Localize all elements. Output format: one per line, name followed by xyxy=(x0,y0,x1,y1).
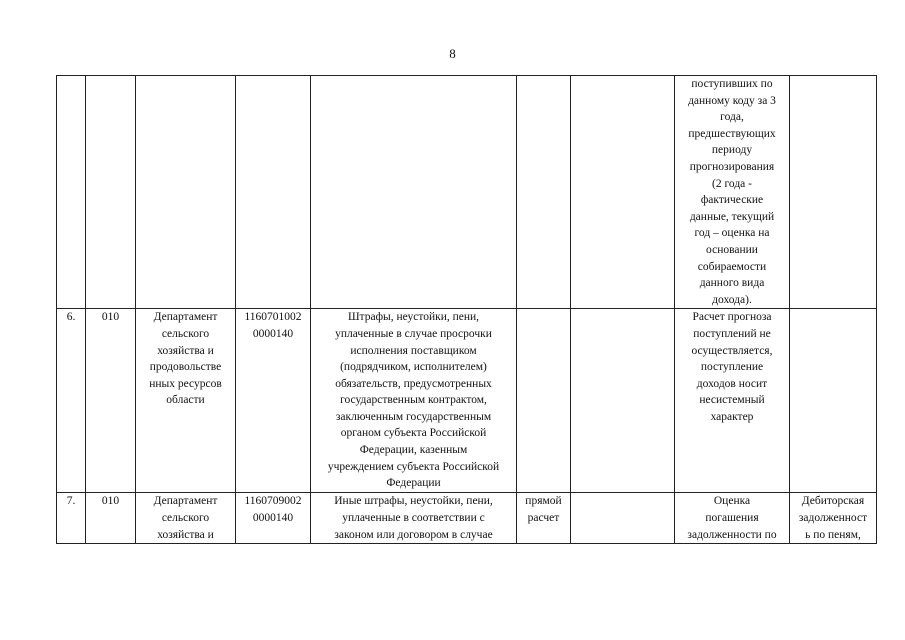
cell-kbk: 1160709002 0000140 xyxy=(236,493,311,544)
cell-code xyxy=(86,76,136,309)
cell-num xyxy=(57,76,86,309)
cell-note: Дебиторская задолженност ь по пеням, xyxy=(790,493,877,544)
cell-code: 010 xyxy=(86,493,136,544)
cell-algorithm: Расчет прогноза поступлений не осуществляется, поступление доходов носит несистемный характер xyxy=(675,309,790,493)
cell-num: 6. xyxy=(57,309,86,493)
cell-formula xyxy=(571,76,675,309)
cell-note xyxy=(790,309,877,493)
cell-method: прямой расчет xyxy=(517,493,571,544)
cell-note xyxy=(790,76,877,309)
cell-formula xyxy=(571,493,675,544)
cell-admin: Департамент сельского хозяйства и продовольстве нных ресурсов области xyxy=(136,309,236,493)
page-number: 8 xyxy=(449,46,456,61)
table-row-7 xyxy=(57,493,877,544)
cell-method xyxy=(517,76,571,309)
forecast-table xyxy=(56,75,877,544)
cell-algorithm: поступивших по данному коду за 3 года, предшествующих периоду прогнозирования (2 года - фактические данные, текущий год – оценка на основании собираемости данного вида дохода). xyxy=(675,76,790,309)
cell-num: 7. xyxy=(57,493,86,544)
cell-name: Штрафы, неустойки, пени, уплаченные в случае просрочки исполнения поставщиком (подрядчиком, исполнителем) обязательств, предусмотренных государственным контрактом, заключенным государственным органом субъекта Российской Федерации, казенным учреждением субъекта Российской Федерации xyxy=(311,309,517,493)
cell-name: Иные штрафы, неустойки, пени, уплаченные в соответствии с законом или договором в случае xyxy=(311,493,517,544)
cell-name xyxy=(311,76,517,309)
cell-admin xyxy=(136,76,236,309)
cell-admin: Департамент сельского хозяйства и xyxy=(136,493,236,544)
cell-formula xyxy=(571,309,675,493)
cell-code: 010 xyxy=(86,309,136,493)
cell-kbk xyxy=(236,76,311,309)
cell-algorithm: Оценка погашения задолженности по xyxy=(675,493,790,544)
table-row-continuation xyxy=(57,76,877,309)
table-row-6 xyxy=(57,309,877,493)
cell-kbk: 1160701002 0000140 xyxy=(236,309,311,493)
cell-method xyxy=(517,309,571,493)
